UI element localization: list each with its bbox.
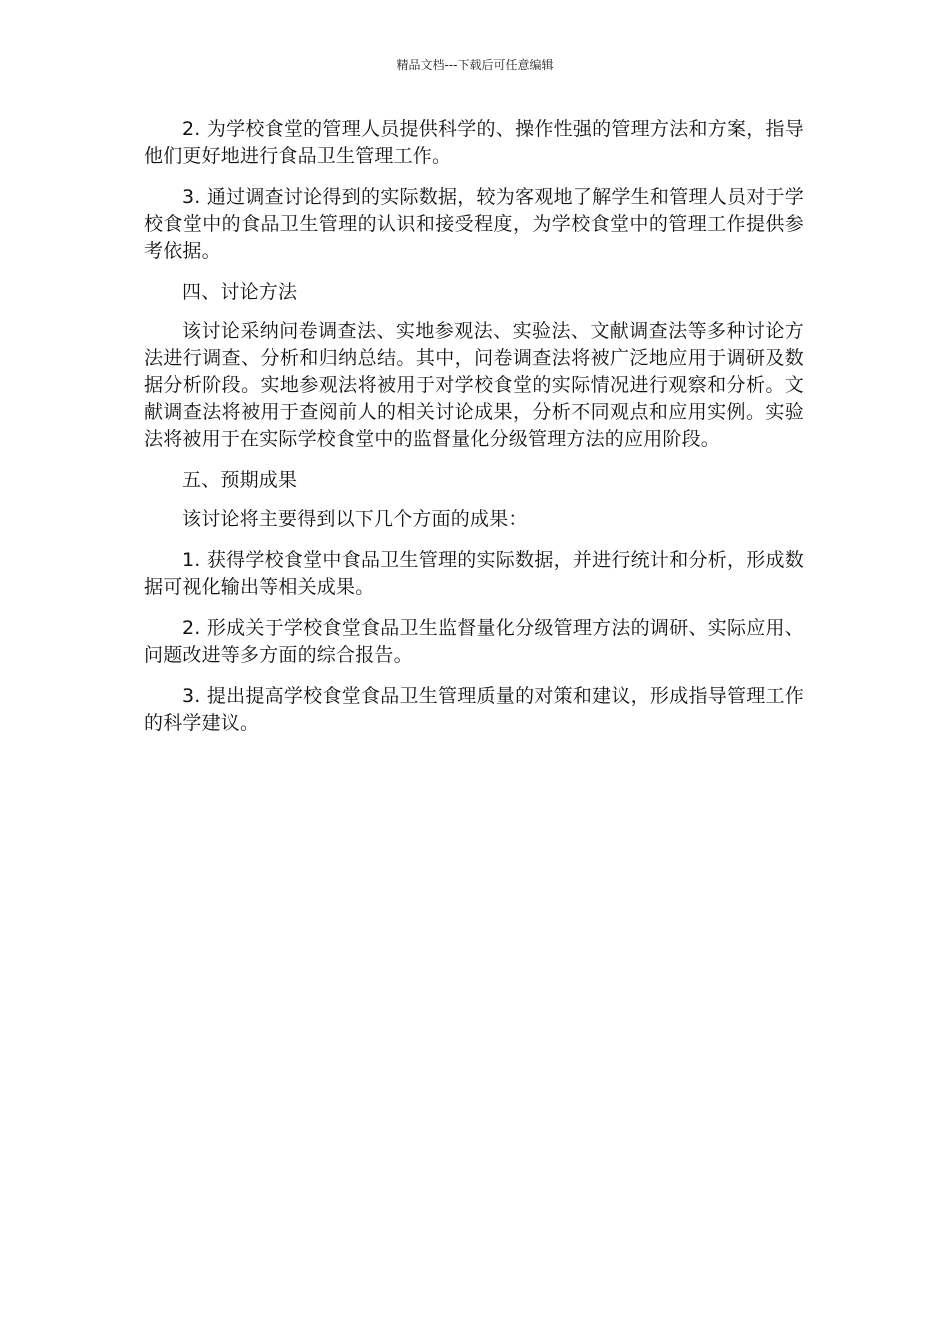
paragraph-objective-3: 3. 通过调查讨论得到的实际数据，较为客观地了解学生和管理人员对于学校食堂中的食品卫生管理的认识和接受程度，为学校食堂中的管理工作提供参考依据。 (144, 186, 804, 262)
paragraph-results-intro: 该讨论将主要得到以下几个方面的成果： (182, 508, 528, 530)
section-heading-methods: 四、讨论方法 (182, 281, 298, 303)
paragraph-result-2: 2. 形成关于学校食堂食品卫生监督量化分级管理方法的调研、实际应用、问题改进等多方面的综合报告。 (144, 617, 804, 666)
page-header: 精品文档---下载后可任意编辑 (396, 58, 554, 72)
paragraph-result-1: 1. 获得学校食堂中食品卫生管理的实际数据，并进行统计和分析，形成数据可视化输出等相关成果。 (144, 549, 804, 598)
paragraph-objective-2: 2. 为学校食堂的管理人员提供科学的、操作性强的管理方法和方案，指导他们更好地进行食品卫生管理工作。 (144, 118, 804, 167)
section-heading-expected-results: 五、预期成果 (182, 469, 298, 491)
paragraph-methods: 该讨论采纳问卷调查法、实地参观法、实验法、文献调查法等多种讨论方法进行调查、分析和归纳总结。其中，问卷调查法将被广泛地应用于调研及数据分析阶段。实地参观法将被用于对学校食堂的实际情况进行观察和分析。文献调查法将被用于查阅前人的相关讨论成果，分析不同观点和应用实例。实验法将被用于在实际学校食堂中的监督量化分级管理方法的应用阶段。 (144, 320, 804, 450)
paragraph-result-3: 3. 提出提高学校食堂食品卫生管理质量的对策和建议，形成指导管理工作的科学建议。 (144, 685, 804, 734)
document-body (144, 116, 804, 751)
